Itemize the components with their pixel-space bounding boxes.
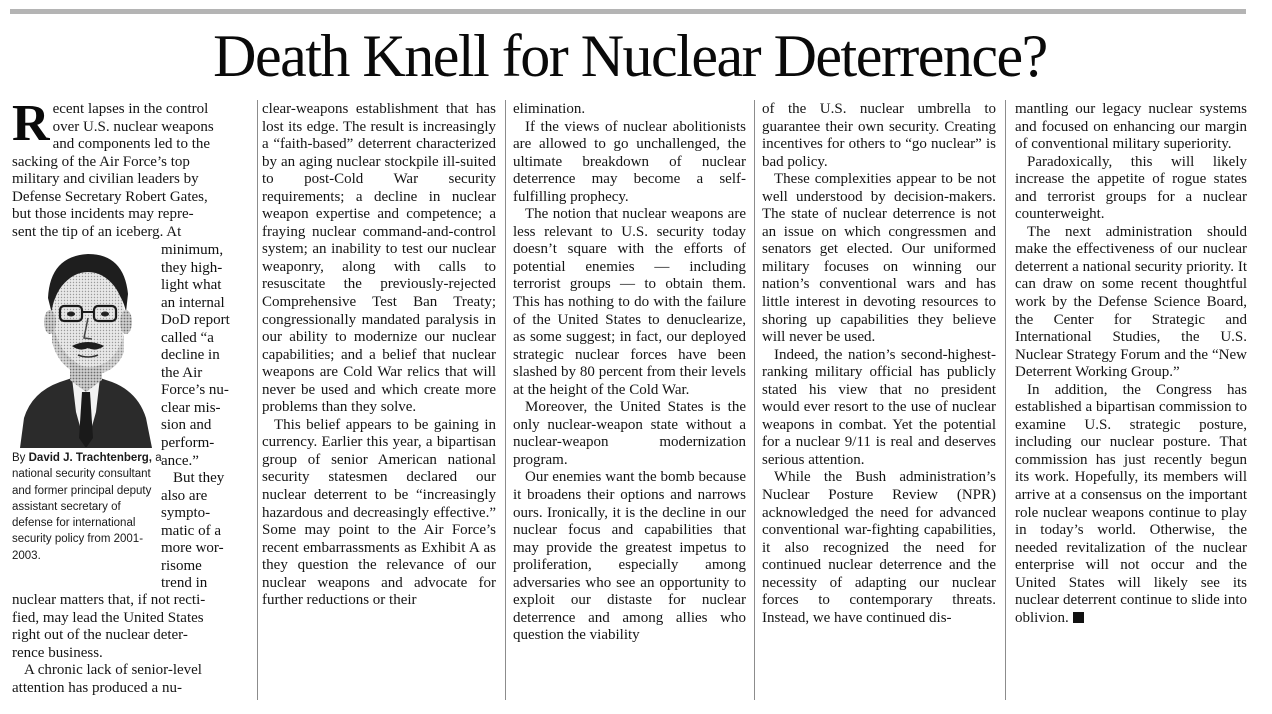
author-portrait [12,242,158,448]
column-divider [257,100,258,700]
column-4 [762,101,996,701]
paragraph: If the views of nuclear abolitionists are allowed to go unchallenged, the ultimate breakdown of nuclear deterrence may become a self-fulfilling prophecy. [513,118,746,205]
paragraph: Paradoxically, this will likely increase the appetite of rogue states and terrorist groups for a nuclear counterweight. [1015,153,1247,223]
lede-paragraph: R ecent lapses in the control over U.S. nuclear weapons and components led to the sacking of the Air Force’s top military and civilian leaders by Defense Secretary Robert Gates, but those incidents may repre- sent the tip of an iceberg. At [12,101,214,240]
end-mark-icon [1073,612,1084,623]
paragraph: elimination. [513,101,586,117]
paragraph: clear-weapons establishment that has lost its edge. The result is increasingly a “faith-based” deterrent characterized by an aging nuclear stockpile ill-suited to post-Cold War security requirements; a decline in nuclear weapon expertise and competence; a fraying nuclear command-and-control system; an inability to test our nuclear weaponry, along with calls to resuscitate the previously-rejected Comprehensive Test Ban Treaty; congressionally mandated paralysis in our ability to modernize our nuclear capabilities; and a belief that nuclear weapons are Cold War relics that will never be used and which create more problems than they solve. [262,101,496,416]
column-divider [754,100,755,700]
paragraph: Moreover, the United States is the only nuclear-weapon state without a nuclear-weapon modernization program. [513,399,746,468]
paragraph: In addition, the Congress has established a bipartisan commission to examine U.S. strategic posture, including our nuclear posture. That commission has just recently begun its work. Hopefully, its members will arrive at a consensus on the important role nuclear weapons continue to play in today’s world. Otherwise, the needed revitalization of the nuclear enterprise will not occur and the United States will likely see its nuclear deterrent continue to slide into oblivion. [1015,381,1247,626]
column-1-tail: nuclear matters that, if not recti- fied, may lead the United States right out of the nuclear deter- rence business. A chronic lack of senior-level attention has produced a nu- [12,592,255,702]
drop-cap: R [12,101,50,152]
paragraph: This belief appears to be gaining in currency. Earlier this year, a bipartisan group of senior American national security statesmen declared our nuclear deterrent to be “increasingly hazardous and decreasingly effective.” Some may point to the Air Force’s recent embarrassments as Exhibit A as they question the relevance of our nuclear weapons and advocate for further reductions or their [262,416,496,609]
paragraph: The notion that nuclear weapons are less relevant to U.S. security today doesn’t square with the efforts of potential enemies — including terrorist groups — to obtain them. This has nothing to do with the failure of the United States to denuclearize, as some suggest; in fact, our deployed strategic nuclear forces have been slashed by 80 percent from their levels at the height of the Cold War. [513,206,746,398]
author-name: David J. Trachtenberg, [28,452,152,464]
author-bio: a national security consultant and former principal deputy assistant secretary of defense for international security policy from 2001-2003. [12,452,162,562]
column-divider [1005,100,1006,700]
paragraph: While the Bush administration’s Nuclear Posture Review (NPR) acknowledged the need for advanced conventional war-fighting capabilities, it also recognized the need for continued nuclear deterrence and the necessity of adapting our nuclear forces to contemporary threats. Instead, we have continued dis- [762,469,996,626]
author-caption: By David J. Trachtenberg, a national security consultant and former principal deputy assistant secretary of defense for international security policy from 2001-2003. [12,452,162,562]
paragraph: Indeed, the nation’s second-highest-ranking military official has publicly stated his view that no president would ever resort to the use of nuclear weapons in combat. Yet the potential for a nuclear 9/11 is real and deserves serious attention. [762,346,996,468]
wraparound-text: minimum, they high- light what an internal DoD report called “a decline in the Air Force’s nu- clear mis- sion and perform- ance.” But they also are sympto- matic of a more wor- risome trend in [161,242,230,592]
author-photo-block [12,242,162,564]
column-2 [262,101,496,701]
top-rule [10,9,1246,14]
paragraph: mantling our legacy nuclear systems and focused on enhancing our margin of conventional military superiority. [1015,101,1247,153]
column-3 [513,101,746,701]
headline: Death Knell for Nuclear Deterrence? [213,23,1047,89]
paragraph: Our enemies want the bomb because it broadens their options and narrows ours. Ironically, it is the decline in our nuclear focus and capabilities that may provide the greatest impetus to proliferation, especially among adversaries who see an opportunity to exploit our distaste for nuclear deterrence and among allies who question the viability [513,469,746,644]
column-5 [1015,101,1247,701]
paragraph: The next administration should make the effectiveness of our nuclear deterrent a national security priority. It can draw on some recent thoughtful work by the Defense Science Board, the Center for Strategic and International Studies, the U.S. Nuclear Strategy Forum and the “New Deterrent Working Group.” [1015,223,1247,381]
paragraph: These complexities appear to be not well understood by decision-makers. The state of nuclear deterrence is not an issue on which congressmen and senators get elected. Our uniformed military focuses on winning our nation’s conventional wars and has little interest in devoting resources to shoring up capabilities they believe will never be used. [762,171,996,346]
paragraph: of the U.S. nuclear umbrella to guarantee their own security. Creating incentives for others to “go nuclear” is bad policy. [762,101,996,170]
column-divider [505,100,506,700]
paragraph: A chronic lack of senior-level attention has produced a nu- [12,662,202,696]
